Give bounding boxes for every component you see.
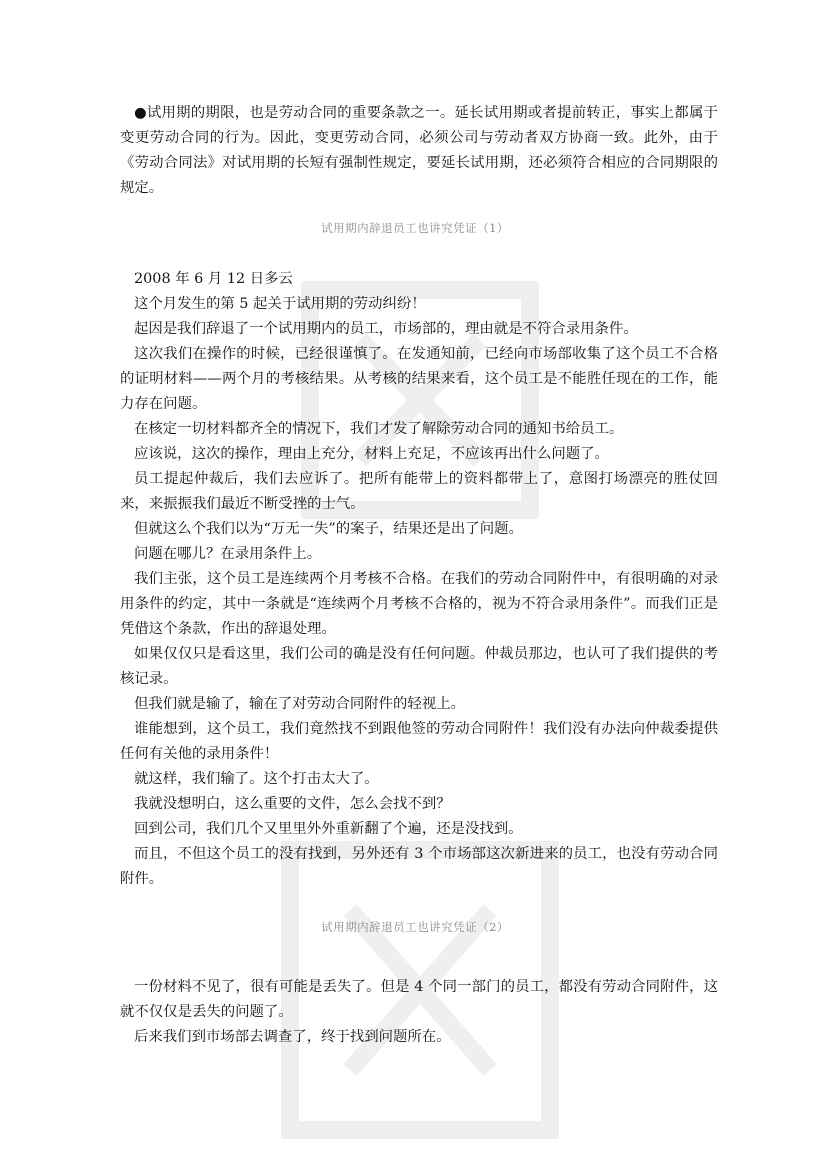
section1-paragraph: 就这样，我们输了。这个打击太大了。 xyxy=(134,771,379,787)
section1-paragraph: 这个月发生的第 5 起关于试用期的劳动纠纷！ xyxy=(134,296,426,312)
section1-paragraph: 应该说，这次的操作，理由上充分，材料上充足，不应该再出什么问题了。 xyxy=(134,446,609,462)
section1-paragraph: 我们主张，这个员工是连续两个月考核不合格。在我们的劳动合同附件中，有很明确的对录用条件的约定，其中一条就是“连续两个月考核不合格的，视为不符合录用条件”。而我们正是凭借这个条款，作出的辞退处理。 xyxy=(120,571,718,637)
section1-block xyxy=(120,267,718,892)
section1-paragraph: 谁能想到，这个员工，我们竟然找不到跟他签的劳动合同附件！我们没有办法向仲裁委提供任何有关他的录用条件！ xyxy=(120,721,718,762)
section1-paragraph: 我就没想明白，这么重要的文件，怎么会找不到？ xyxy=(134,796,451,812)
diary-date: 2008 年 6 月 12 日多云 xyxy=(134,271,293,287)
section-caption-1: 试用期内辞退员工也讲究凭证（1） xyxy=(321,221,509,235)
section1-paragraph: 员工提起仲裁后，我们去应诉了。把所有能带上的资料都带上了，意图打场漂亮的胜仗回来，来振振我们最近不断受挫的士气。 xyxy=(120,471,718,512)
section1-paragraph: 但我们就是输了，输在了对劳动合同附件的轻视上。 xyxy=(134,696,465,712)
section1-paragraph: 这次我们在操作的时候，已经很谨慎了。在发通知前，已经向市场部收集了这个员工不合格的证明材料——两个月的考核结果。从考核的结果来看，这个员工是不能胜任现在的工作，能力存在问题。 xyxy=(120,346,718,412)
section2-paragraph: 后来我们到市场部去调查了，终于找到问题所在。 xyxy=(134,1029,451,1045)
intro-paragraph: ●试用期的期限，也是劳动合同的重要条款之一。延长试用期或者提前转正，事实上都属于变更劳动合同的行为。因此，变更劳动合同，必须公司与劳动者双方协商一致。此外，由于《劳动合同法》对试用期的长短有强制性规定，要延长试用期，还必须符合相应的合同期限的规定。 xyxy=(120,105,718,196)
section2-block xyxy=(120,975,718,1050)
section1-paragraph: 回到公司，我们几个又里里外外重新翻了个遍，还是没找到。 xyxy=(134,821,523,837)
section1-paragraph: 在核定一切材料都齐全的情况下，我们才发了解除劳动合同的通知书给员工。 xyxy=(134,421,624,437)
section2-paragraph: 一份材料不见了，很有可能是丢失了。但是 4 个同一部门的员工，都没有劳动合同附件，这就不仅仅是丢失的问题了。 xyxy=(120,979,718,1020)
section-caption-2: 试用期内辞退员工也讲究凭证（2） xyxy=(321,920,509,934)
section1-paragraph: 如果仅仅只是看这里，我们公司的确是没有任何问题。仲裁员那边，也认可了我们提供的考核记录。 xyxy=(120,646,718,687)
section1-paragraph: 问题在哪儿？在录用条件上。 xyxy=(134,546,322,562)
section1-paragraph: 但就这么个我们以为“万无一失”的案子，结果还是出了问题。 xyxy=(134,521,523,537)
section1-paragraph: 起因是我们辞退了一个试用期内的员工，市场部的，理由就是不符合录用条件。 xyxy=(134,321,638,337)
intro-block xyxy=(120,101,718,201)
section1-paragraph: 而且，不但这个员工的没有找到，另外还有 3 个市场部这次新进来的员工，也没有劳动合同附件。 xyxy=(120,846,718,887)
